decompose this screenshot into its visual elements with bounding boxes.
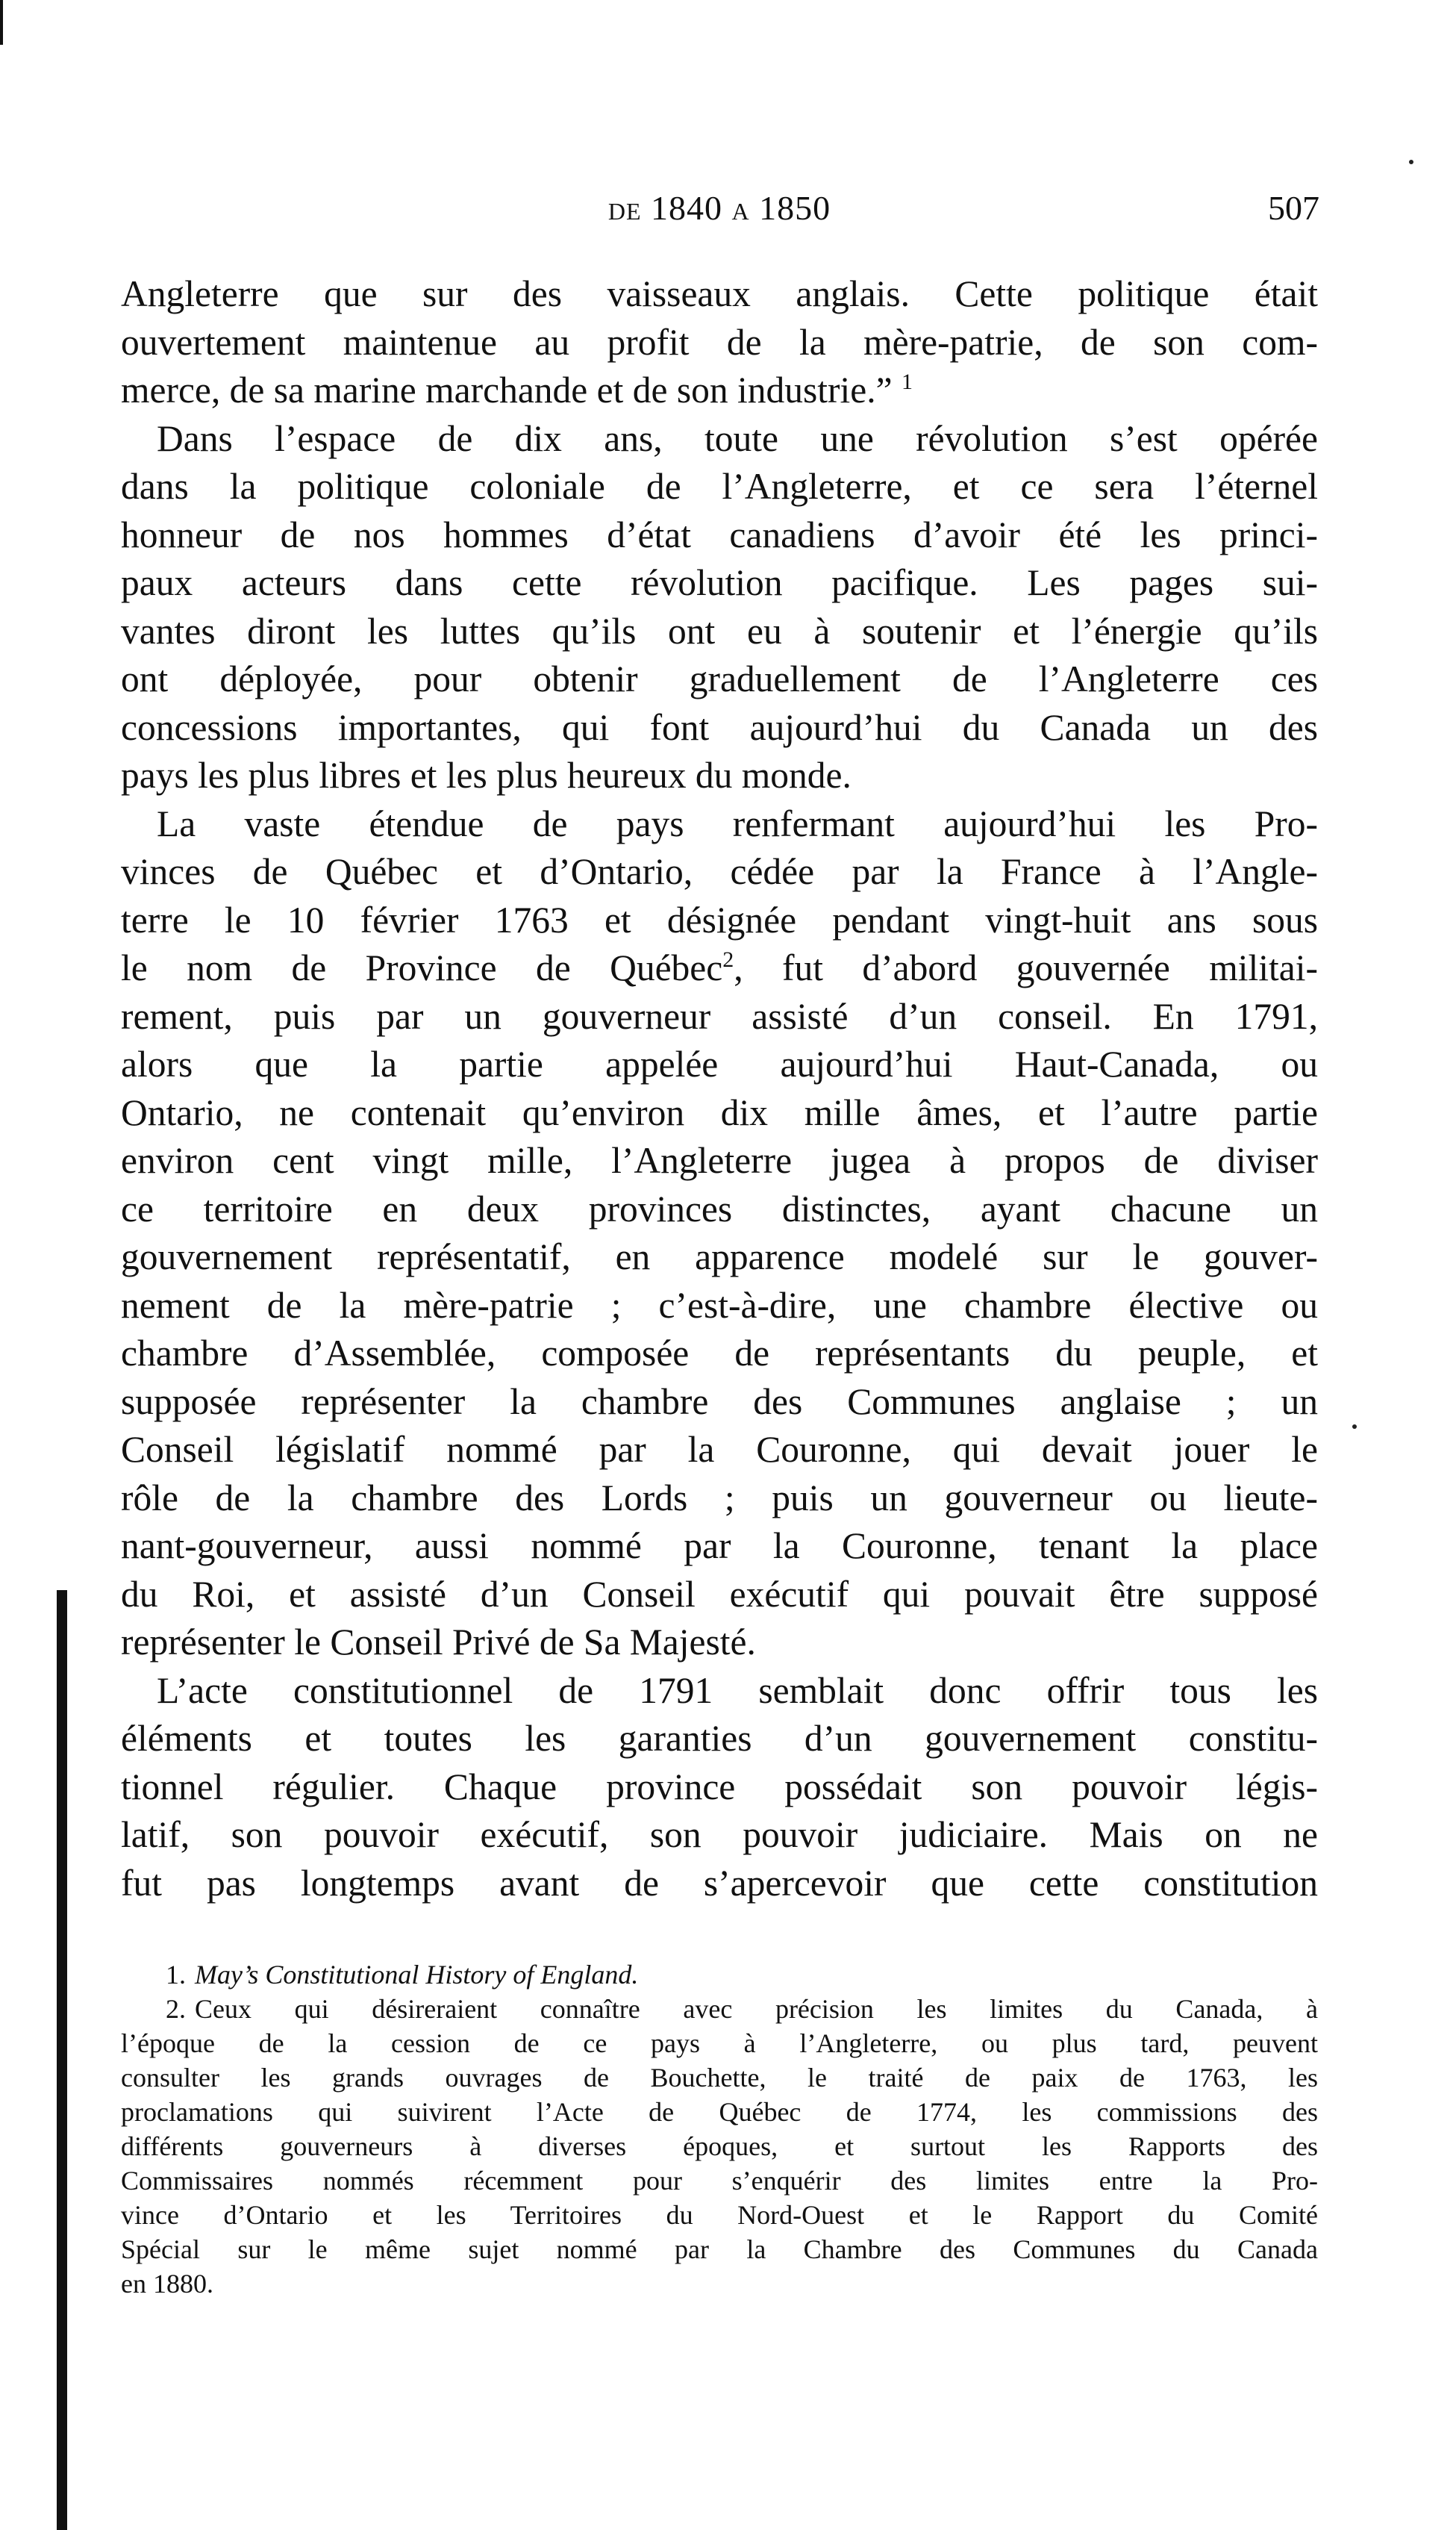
text-line: ce territoire en deux provinces distinctes, ayant chacune un — [121, 1188, 1318, 1230]
footnote-line: vince d’Ontario et les Territoires du Nord-Ouest et le Rapport du Comité — [121, 2200, 1318, 2230]
text-line: rôle de la chambre des Lords ; puis un gouverneur ou lieute- — [121, 1477, 1318, 1518]
text-line: nement de la mère-patrie ; c’est-à-dire, une chambre élective ou — [121, 1284, 1318, 1326]
text-line-content: le nom de Province de Québec — [121, 947, 723, 988]
text-line: vantes diront les luttes qu’ils ont eu à soutenir et l’énergie qu’ils — [121, 610, 1318, 652]
footnote-line: Spécial sur le même sujet nommé par la Chambre des Communes du Canada — [121, 2234, 1318, 2264]
text-line: rement, puis par un gouverneur assisté d’un conseil. En 1791, — [121, 995, 1318, 1037]
text-line-content: merce, de sa marine marchande et de son industrie.” — [121, 370, 893, 411]
footnote-line: l’époque de la cession de ce pays à l’Angleterre, ou plus tard, peuvent — [121, 2028, 1318, 2058]
text-line: représenter le Conseil Privé de Sa Majesté. — [121, 1621, 756, 1663]
text-line: tionnel régulier. Chaque province possédait son pouvoir légis- — [121, 1766, 1318, 1807]
footnote-number: 2. — [166, 1994, 186, 2024]
footnote-line: différents gouverneurs à diverses époques, et surtout les Rapports des — [121, 2131, 1318, 2161]
text-line: Angleterre que sur des vaisseaux anglais. Cette politique était — [121, 273, 1318, 314]
text-line: chambre d’Assemblée, composée de représentants du peuple, et — [121, 1333, 1318, 1374]
text-line: Conseil législatif nommé par la Couronne, qui devait jouer le — [121, 1429, 1318, 1470]
text-line: supposée représenter la chambre des Communes anglaise ; un — [121, 1380, 1318, 1422]
text-line: Ontario, ne contenait qu’environ dix mille âmes, et l’autre partie — [121, 1091, 1318, 1133]
main-text — [121, 270, 1318, 1907]
scan-edge-mark — [0, 0, 3, 45]
text-line: ouvertement maintenue au profit de la mère-patrie, de son com- — [121, 321, 1318, 363]
footnotes — [121, 1957, 1318, 2301]
text-line: terre le 10 février 1763 et désignée pendant vingt-huit ans sous — [121, 899, 1318, 941]
page-number: 507 — [1268, 189, 1319, 227]
footnote-2 — [121, 1992, 1318, 2026]
running-header — [119, 188, 1319, 233]
text-line: latif, son pouvoir exécutif, son pouvoir judiciaire. Mais on ne — [121, 1814, 1318, 1855]
footnote-text: Ceux qui désireraient connaître avec précision les limites du Canada, à — [195, 1994, 1318, 2024]
footnote-1 — [121, 1957, 1318, 1992]
text-line — [121, 367, 1318, 415]
footnote-number: 1. — [166, 1960, 186, 1990]
footnote-line: en 1880. — [121, 2269, 213, 2299]
scan-speck — [1352, 1424, 1357, 1429]
text-line: fut pas longtemps avant de s’apercevoir que cette constitution — [121, 1862, 1318, 1904]
text-line: gouvernement représentatif, en apparence modelé sur le gouver- — [121, 1236, 1318, 1277]
text-line-content: , fut d’abord gouvernée militai- — [734, 947, 1318, 988]
paragraph-start: L’acte constitutionnel de 1791 semblait donc offrir tous les — [157, 1669, 1318, 1711]
footnote-text: May’s Constitutional History of England. — [195, 1960, 639, 1990]
text-line: vinces de Québec et d’Ontario, cédée par la France à l’Angle- — [121, 851, 1318, 892]
text-line: paux acteurs dans cette révolution pacifique. Les pages sui- — [121, 562, 1318, 603]
footnote-line: consulter les grands ouvrages de Bouchette, le traité de paix de 1763, les — [121, 2063, 1318, 2093]
paragraph-start: Dans l’espace de dix ans, toute une révolution s’est opérée — [157, 417, 1318, 459]
paragraph-start: La vaste étendue de pays renfermant aujourd’hui les Pro- — [157, 803, 1318, 844]
text-line: nant-gouverneur, aussi nommé par la Couronne, tenant la place — [121, 1525, 1318, 1566]
text-line: du Roi, et assisté d’un Conseil exécutif qui pouvait être supposé — [121, 1573, 1318, 1615]
text-line: pays les plus libres et les plus heureux du monde. — [121, 755, 852, 796]
text-line: concessions importantes, qui font aujourd’hui du Canada un des — [121, 706, 1318, 748]
text-line: alors que la partie appelée aujourd’hui Haut-Canada, ou — [121, 1044, 1318, 1085]
footnote-ref: 1 — [901, 370, 913, 394]
scan-binding-shadow — [57, 1590, 67, 2530]
text-line: ont déployée, pour obtenir graduellement de l’Angleterre ces — [121, 658, 1318, 700]
footnote-line: Commissaires nommés récemment pour s’enquérir des limites entre la Pro- — [121, 2166, 1318, 2196]
footnote-line: proclamations qui suivirent l’Acte de Québec de 1774, les commissions des — [121, 2097, 1318, 2127]
text-line: environ cent vingt mille, l’Angleterre jugea à propos de diviser — [121, 1140, 1318, 1181]
text-line — [121, 944, 1318, 993]
text-line: honneur de nos hommes d’état canadiens d’avoir été les princi- — [121, 514, 1318, 555]
scan-speck — [1409, 160, 1413, 164]
footnote-ref: 2 — [722, 947, 734, 972]
text-line: éléments et toutes les garanties d’un gouvernement constitu- — [121, 1718, 1318, 1759]
text-line: dans la politique coloniale de l’Angleterre, et ce sera l’éternel — [121, 466, 1318, 507]
running-title: de 1840 a 1850 — [607, 189, 831, 227]
